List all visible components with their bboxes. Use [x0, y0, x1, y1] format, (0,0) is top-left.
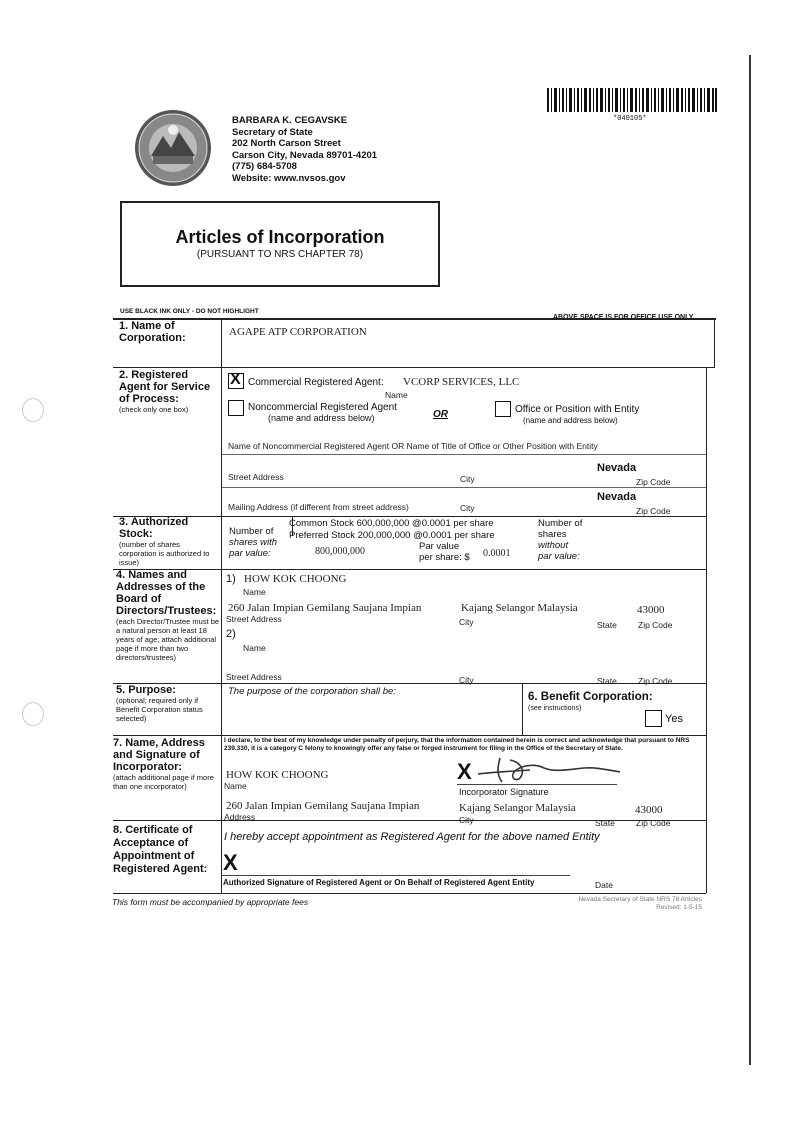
- benefit-corporation-checkbox[interactable]: [645, 710, 662, 727]
- s2-label: [119, 369, 219, 414]
- row-divider-6: [113, 820, 706, 821]
- director-1-state-label: State: [597, 620, 617, 630]
- form-subtitle: (PURSUANT TO NRS CHAPTER 78): [196, 249, 364, 260]
- director-2-state-label: State: [597, 676, 617, 686]
- office-position-sub: (name and address below): [523, 416, 618, 425]
- office-street: 202 North Carson Street: [232, 138, 341, 149]
- s7-title: 7. Name, Address and Signature of Incorporator:: [113, 737, 205, 773]
- nevada-state-seal: [133, 108, 213, 188]
- s7-label: [113, 737, 221, 791]
- incorporator-state-label: State: [595, 818, 615, 828]
- incorporator-city-label: City: [459, 815, 474, 825]
- s3-note: (number of shares corporation is authorized to issue): [119, 540, 210, 567]
- checkbox-x-mark: X: [230, 371, 241, 388]
- incorporator-x-mark: X: [457, 759, 472, 784]
- par-value-label: [419, 541, 470, 563]
- s1-title: 1. Name of Corporation:: [119, 320, 186, 344]
- commercial-agent-checkbox[interactable]: [228, 373, 244, 389]
- s2-zip-label-2: Zip Code: [636, 506, 671, 516]
- par-value-amount[interactable]: 0.0001: [483, 548, 511, 559]
- director-2-name-caption: Name: [243, 643, 266, 653]
- noncommercial-agent-checkbox[interactable]: [228, 400, 244, 416]
- s3-nopar-label-1: Number of: [538, 518, 583, 529]
- acceptance-statement: I hereby accept appointment as Registered Agent for the above named Entity: [224, 831, 600, 843]
- s3-par-label-3: par value:: [229, 548, 271, 559]
- s7-note: (attach additional page if more than one incorporator): [113, 773, 214, 791]
- incorporator-address-label: Address: [224, 812, 256, 822]
- noncommercial-agent-label: Noncommercial Registered Agent: [248, 402, 397, 413]
- form-bottom-border: [113, 893, 706, 894]
- s3-nopar-label-4: par value:: [538, 551, 580, 562]
- signature-line: [457, 784, 617, 785]
- s6-title: 6. Benefit Corporation:: [528, 691, 653, 703]
- form-right-border: [706, 367, 707, 893]
- or-separator: OR: [433, 409, 448, 420]
- noncommercial-name-line-label: Name of Noncommercial Registered Agent OR Name of Title of Office or Other Position with Entity: [228, 441, 598, 451]
- director-1-city-label: City: [459, 617, 474, 627]
- s2-mailing-label: Mailing Address (if different from street address): [228, 502, 409, 512]
- s6-note: (see instructions): [528, 705, 582, 712]
- incorporator-name[interactable]: HOW KOK CHOONG: [226, 769, 329, 781]
- perjury-declaration: I declare, to the best of my knowledge under penalty of perjury, that the information contained herein is correct and acknowledge that pursuant to NRS 239.330, it is a category C felony to knowingly offer any false or forged instrument for filing in the Office of the Secretary of State.: [224, 737, 690, 752]
- incorporator-name-caption: Name: [224, 781, 247, 791]
- secretary-title: Secretary of State: [232, 126, 313, 138]
- director-1-zip[interactable]: 43000: [637, 604, 665, 616]
- s4-title: 4. Names and Addresses of the Board of Directors/Trustees:: [116, 569, 217, 617]
- noncommercial-agent-sub: (name and address below): [268, 413, 375, 423]
- director-1-name[interactable]: HOW KOK CHOONG: [244, 573, 347, 585]
- scan-edge-line: [749, 55, 751, 1065]
- office-position-label: Office or Position with Entity: [515, 404, 640, 415]
- s3-nopar-label-3: without: [538, 540, 569, 551]
- punch-hole-bottom: [22, 702, 44, 726]
- s4-note: (each Director/Trustee must be a natural person at least 18 years of age; attach additional page if more than two directors/trustees): [116, 617, 220, 662]
- barcode: [547, 88, 717, 112]
- preferred-stock-line[interactable]: Preferred Stock 200,000,000 @0.0001 per share: [289, 530, 495, 541]
- row-divider-5: [113, 735, 706, 736]
- s5-label: [116, 684, 222, 723]
- office-website: Website: www.nvsos.gov: [232, 172, 346, 184]
- s3-title: 3. Authorized Stock:: [119, 516, 189, 540]
- s3-par-label-1: Number of: [229, 526, 274, 537]
- incorporator-zip[interactable]: 43000: [635, 804, 663, 816]
- shares-with-par-value[interactable]: 800,000,000: [315, 546, 365, 557]
- s8-title: 8. Certificate of Acceptance of Appointment of Registered Agent:: [113, 824, 208, 875]
- director-1-name-caption: Name: [243, 587, 266, 597]
- s2-state-nevada-2: Nevada: [597, 491, 637, 503]
- incorporator-signature-caption: Incorporator Signature: [459, 787, 549, 797]
- office-city: Carson City, Nevada 89701-4201: [232, 149, 378, 161]
- footer-revision-block: [554, 896, 702, 912]
- footer-fees-note: This form must be accompanied by appropriate fees: [112, 897, 309, 907]
- commercial-agent-label: Commercial Registered Agent:: [248, 377, 384, 388]
- barcode-number: *040105*: [613, 115, 647, 123]
- par-value-label-2: per share: $: [419, 552, 470, 563]
- director-2-street-label: Street Address: [226, 672, 282, 682]
- director-2-number: 2): [226, 628, 236, 640]
- form-title-box: [120, 201, 440, 287]
- director-2-zip-label: Zip Code: [638, 676, 673, 686]
- s2-title: 2. Registered Agent for Service of Process:: [119, 369, 211, 405]
- common-stock-line[interactable]: Common Stock 600,000,000 @0.0001 per share: [289, 518, 494, 529]
- ink-note: USE BLACK INK ONLY - DO NOT HIGHLIGHT: [120, 308, 259, 315]
- footer-form-id: Nevada Secretary of State NRS 78 Articles: [578, 896, 702, 903]
- incorporator-city[interactable]: Kajang Selangor Malaysia: [459, 802, 576, 814]
- office-phone: (775) 684-5708: [232, 161, 297, 172]
- director-1-street[interactable]: 260 Jalan Impian Gemilang Saujana Impian: [228, 602, 422, 614]
- s2-city-label: City: [460, 474, 475, 484]
- s2-name-underline: [222, 454, 706, 455]
- agent-date-label: Date: [595, 880, 613, 890]
- commercial-agent-value[interactable]: VCORP SERVICES, LLC: [403, 376, 520, 388]
- punch-hole-top: [22, 398, 44, 422]
- agent-signature-line: [222, 875, 570, 876]
- director-2-city-label: City: [459, 675, 474, 685]
- par-value-label-1: Par value: [419, 541, 460, 552]
- form-title: Articles of Incorporation: [175, 227, 385, 247]
- s2-note: (check only one box): [119, 405, 189, 414]
- director-1-number: 1): [226, 573, 236, 585]
- benefit-yes-label: Yes: [665, 713, 683, 725]
- incorporator-signature[interactable]: [474, 752, 624, 788]
- director-1-city[interactable]: Kajang Selangor Malaysia: [461, 602, 578, 614]
- s3-par-label-2: shares with: [229, 537, 278, 548]
- agent-name-caption: Name: [385, 390, 408, 400]
- row-divider-1: [113, 367, 714, 368]
- director-1-zip-label: Zip Code: [638, 620, 673, 630]
- corporation-name-value[interactable]: AGAPE ATP CORPORATION: [229, 326, 367, 338]
- s1-right-border: [714, 318, 715, 368]
- s3-label: [119, 516, 219, 567]
- secretary-address-block: [232, 115, 377, 184]
- s4-label: [116, 569, 222, 662]
- agent-signature-caption: Authorized Signature of Registered Agent or On Behalf of Registered Agent Entity: [223, 878, 535, 887]
- s3-par-label: [229, 526, 277, 559]
- s5-s6-divider: [522, 683, 523, 735]
- footer-revised: Revised: 1-5-15: [656, 904, 702, 911]
- s3-nopar-label-2: shares: [538, 529, 567, 540]
- s2-state-nevada-1: Nevada: [597, 462, 637, 474]
- s5-title: 5. Purpose:: [116, 684, 176, 696]
- agent-x-mark[interactable]: X: [223, 850, 238, 875]
- director-1-street-label: Street Address: [226, 614, 282, 624]
- s2-zip-label: Zip Code: [636, 477, 671, 487]
- incorporator-zip-label: Zip Code: [636, 818, 671, 828]
- incorporator-address[interactable]: 260 Jalan Impian Gemilang Saujana Impian: [226, 800, 420, 812]
- secretary-name: BARBARA K. CEGAVSKE: [232, 115, 348, 126]
- purpose-label[interactable]: The purpose of the corporation shall be:: [228, 686, 396, 697]
- s2-street-underline: [222, 487, 706, 488]
- s2-street-label: Street Address: [228, 472, 284, 482]
- office-position-checkbox[interactable]: [495, 401, 511, 417]
- s2-city-label-2: City: [460, 503, 475, 513]
- s3-nopar-label: [538, 518, 582, 562]
- s5-note: (optional; required only if Benefit Corporation status selected): [116, 696, 203, 723]
